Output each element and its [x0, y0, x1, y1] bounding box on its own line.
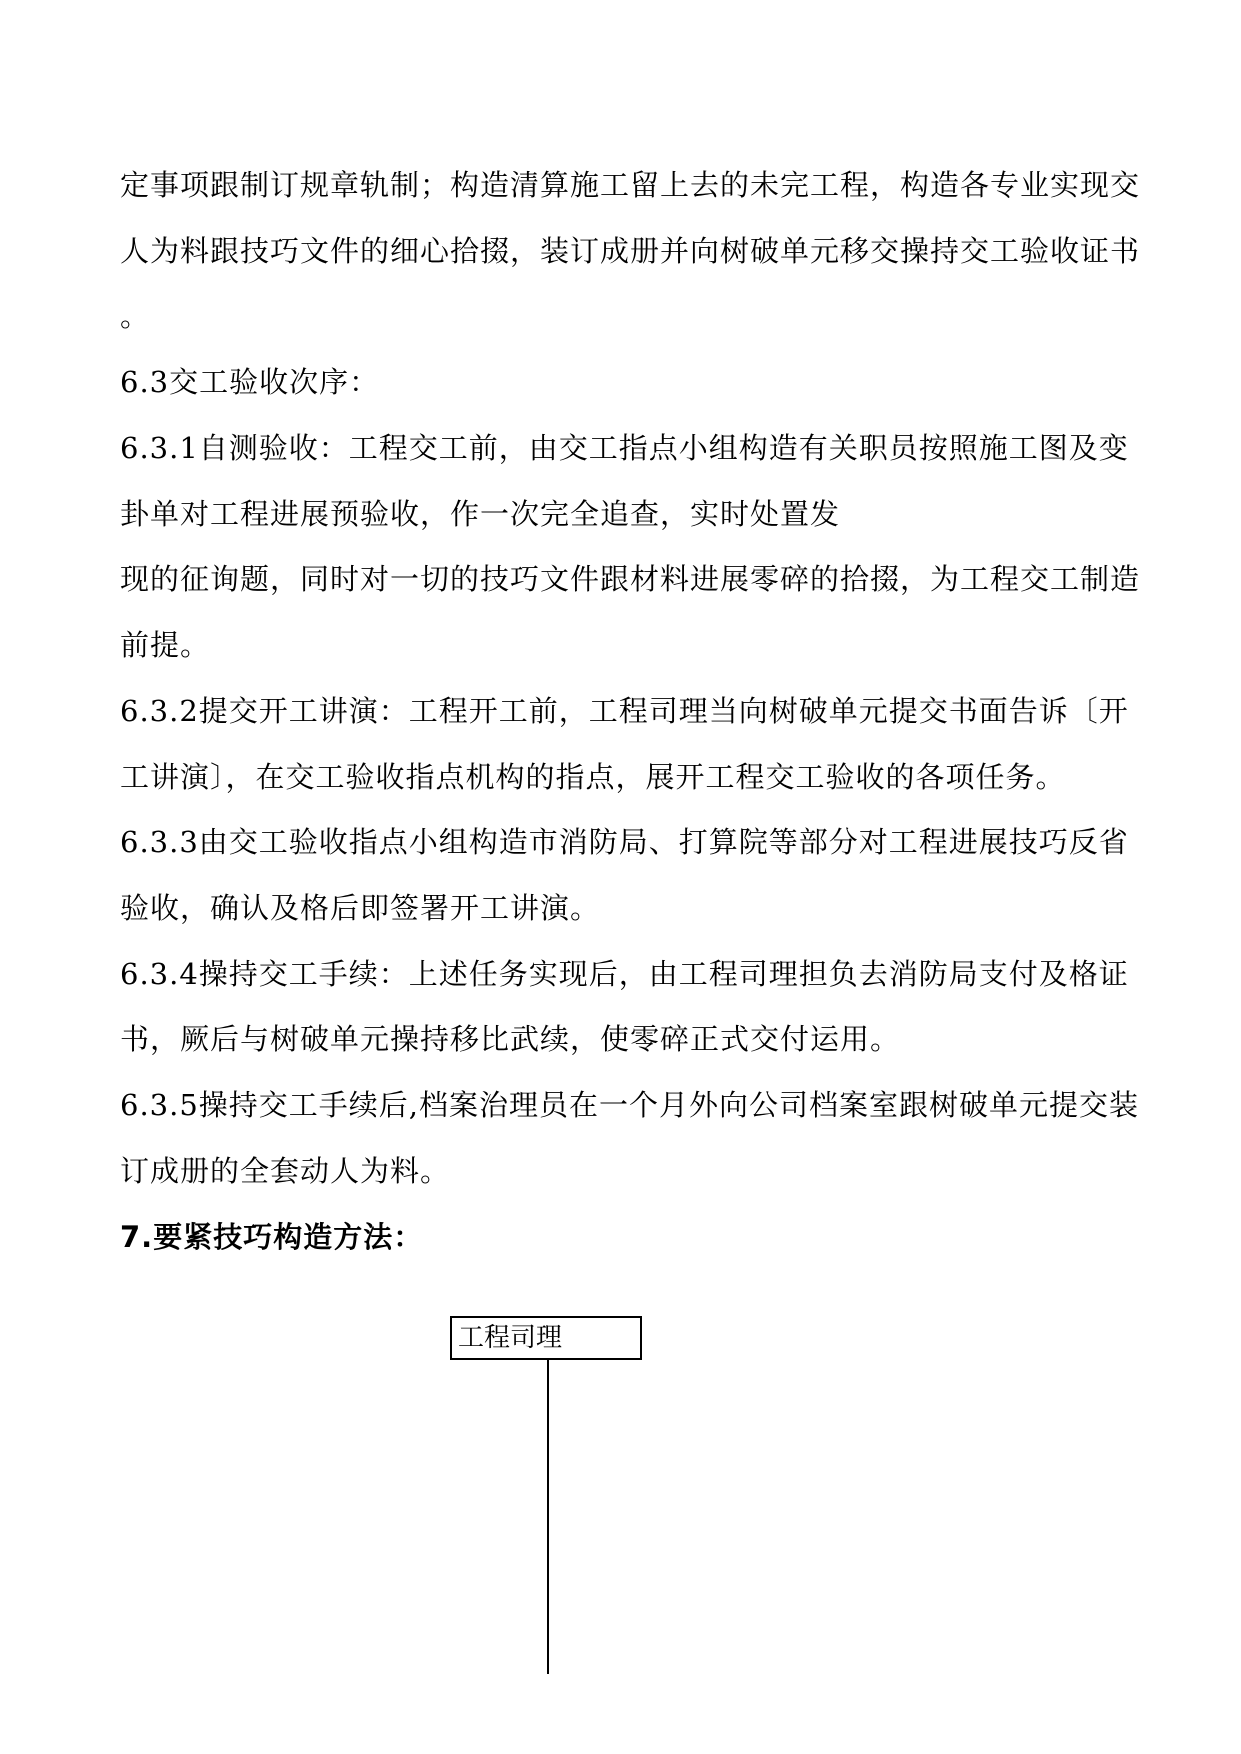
text-line-5: 6.3.1自测验收：工程交工前，由交工指点小组构造有关职员按照施工图及变: [120, 431, 1129, 465]
text-line-7: 现的征询题，同时对一切的技巧文件跟材料进展零碎的拾掇，为工程交工制造: [120, 562, 1141, 596]
text-line-16: 订成册的全套动人为料。: [120, 1154, 451, 1188]
text-line-11: 6.3.3由交工验收指点小组构造市消防局、打算院等部分对工程进展技巧反省: [120, 825, 1129, 859]
text-line-1: 定事项跟制订规章轨制；构造清算施工留上去的未完工程，构造各专业实现交: [120, 168, 1141, 202]
text-line-14: 书，厥后与树破单元操持移比武续，使零碎正式交付运用。: [120, 1022, 901, 1056]
text-line-9: 6.3.2提交开工讲演：工程开工前，工程司理当向树破单元提交书面告诉〔开: [120, 694, 1129, 728]
text-line-15: 6.3.5操持交工手续后,档案治理员在一个月外向公司档案室跟树破单元提交装: [120, 1088, 1140, 1122]
text-line-3: 。: [120, 299, 151, 333]
text-line-6: 卦单对工程进展预验收，作一次完全追查，实时处置发: [120, 497, 841, 531]
text-line-2: 人为料跟技巧文件的细心拾掇，装订成册并向树破单元移交操持交工验收证书: [120, 234, 1141, 268]
text-line-10: 工讲演〕，在交工验收指点机构的指点，展开工程交工验收的各项任务。: [120, 760, 1066, 794]
org-chart-connector-line: [547, 1340, 549, 1674]
text-line-12: 验收，确认及格后即签署开工讲演。: [120, 891, 601, 925]
section-heading: 7.要紧技巧构造方法：: [120, 1220, 424, 1254]
text-line-8: 前提。: [120, 628, 211, 662]
org-chart-box-project-manager: [450, 1316, 642, 1360]
text-line-4: 6.3交工验收次序：: [120, 365, 380, 399]
text-line-13: 6.3.4操持交工手续：上述任务实现后，由工程司理担负去消防局支付及格证: [120, 957, 1129, 991]
org-chart-box-label: 工程司理: [458, 1323, 563, 1353]
